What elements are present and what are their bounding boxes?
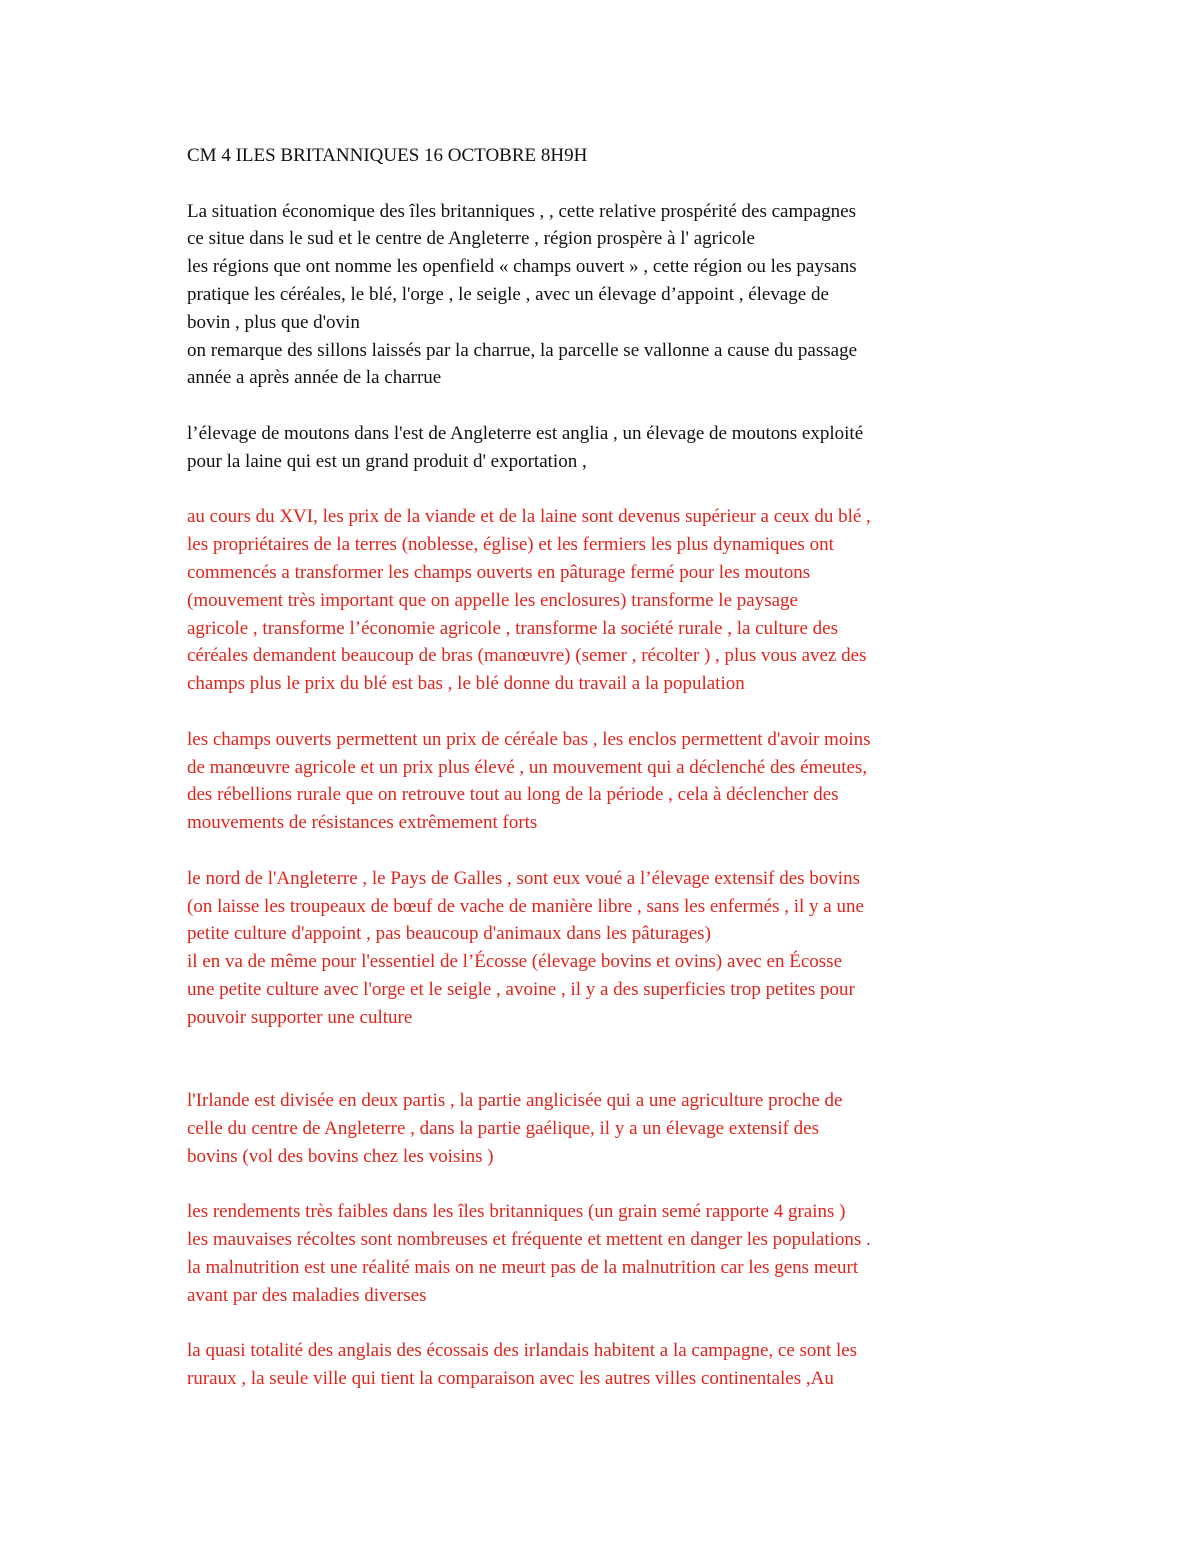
- blank-line: [187, 1059, 1047, 1087]
- text-line: les rendements très faibles dans les îles britanniques (un grain semé rapporte 4 grains ): [187, 1201, 846, 1223]
- text-line: bovin , plus que d'ovin: [187, 311, 360, 333]
- text-line: la malnutrition est une réalité mais on ne meurt pas de la malnutrition car les gens meurt: [187, 1256, 859, 1278]
- text-line: bovins (vol des bovins chez les voisins ): [187, 1145, 494, 1167]
- blank-line: [187, 170, 1047, 198]
- page-title: CM 4 ILES BRITANNIQUES 16 OCTOBRE 8H9H: [187, 145, 588, 166]
- text-line: céréales demandent beaucoup de bras (manœuvre) (semer , récolter ) , plus vous avez des: [187, 645, 867, 667]
- text-line: on remarque des sillons laissés par la charrue, la parcelle se vallonne a cause du passage: [187, 339, 858, 361]
- paragraph: [187, 420, 1047, 476]
- blank-line: [187, 1309, 1047, 1337]
- text-line: ce situe dans le sud et le centre de Angleterre , région prospère à l' agricole: [187, 228, 755, 250]
- text-line: de manœuvre agricole et un prix plus élevé , un mouvement qui a déclenché des émeutes,: [187, 756, 868, 778]
- paragraph: [187, 1337, 1047, 1393]
- text-line: l’élevage de moutons dans l'est de Angleterre est anglia , un élevage de moutons exploité: [187, 422, 864, 444]
- text-line: les propriétaires de la terres (noblesse, église) et les fermiers les plus dynamiques ont: [187, 534, 834, 556]
- blank-line: [187, 1032, 1047, 1060]
- paragraph: [187, 503, 1047, 698]
- text-line: les champs ouverts permettent un prix de céréale bas , les enclos permettent d'avoir moins: [187, 728, 871, 750]
- text-line: La situation économique des îles britanniques , , cette relative prospérité des campagnes: [187, 200, 856, 222]
- blank-line: [187, 392, 1047, 420]
- paragraph-list: [187, 198, 1047, 1393]
- paragraph: [187, 1198, 1047, 1309]
- text-line: pouvoir supporter une culture: [187, 1006, 413, 1028]
- text-line: mouvements de résistances extrêmement forts: [187, 812, 538, 834]
- text-line: année a après année de la charrue: [187, 367, 442, 389]
- text-line: au cours du XVI, les prix de la viande et de la laine sont devenus supérieur a ceux du blé ,: [187, 506, 871, 528]
- text-line: pour la laine qui est un grand produit d' exportation ,: [187, 450, 587, 472]
- text-line: agricole , transforme l’économie agricole , transforme la société rurale , la culture des: [187, 617, 838, 639]
- blank-line: [187, 837, 1047, 865]
- text-line: (on laisse les troupeaux de bœuf de vache de manière libre , sans les enfermés , il y a une: [187, 895, 864, 917]
- text-line: les mauvaises récoltes sont nombreuses et fréquente et mettent en danger les populations .: [187, 1229, 871, 1251]
- document-body: [187, 142, 1047, 1393]
- text-line: ruraux , la seule ville qui tient la comparaison avec les autres villes continentales ,Au: [187, 1368, 834, 1390]
- text-line: avant par des maladies diverses: [187, 1284, 427, 1306]
- text-line: (mouvement très important que on appelle les enclosures) transforme le paysage: [187, 589, 798, 611]
- paragraph: [187, 198, 1047, 393]
- text-line: petite culture d'appoint , pas beaucoup d'animaux dans les pâturages): [187, 923, 711, 945]
- paragraph: [187, 1087, 1047, 1170]
- blank-line: [187, 1170, 1047, 1198]
- text-line: le nord de l'Angleterre , le Pays de Galles , sont eux voué a l’élevage extensif des bovins: [187, 867, 860, 889]
- text-line: il en va de même pour l'essentiel de l’Écosse (élevage bovins et ovins) avec en Écosse: [187, 951, 842, 973]
- text-line: les régions que ont nomme les openfield « champs ouvert » , cette région ou les paysans: [187, 256, 857, 278]
- paragraph: [187, 865, 1047, 1032]
- text-line: commencés a transformer les champs ouverts en pâturage fermé pour les moutons: [187, 561, 811, 583]
- blank-line: [187, 476, 1047, 504]
- paragraph: [187, 726, 1047, 837]
- text-line: pratique les céréales, le blé, l'orge , le seigle , avec un élevage d’appoint , élevage de: [187, 283, 829, 305]
- text-line: la quasi totalité des anglais des écossais des irlandais habitent a la campagne, ce sont les: [187, 1340, 858, 1362]
- blank-line: [187, 698, 1047, 726]
- text-line: celle du centre de Angleterre , dans la partie gaélique, il y a un élevage extensif des: [187, 1117, 820, 1139]
- text-line: champs plus le prix du blé est bas , le blé donne du travail a la population: [187, 673, 745, 695]
- text-line: l'Irlande est divisée en deux partis , la partie anglicisée qui a une agriculture proche de: [187, 1090, 843, 1112]
- text-line: des rébellions rurale que on retrouve tout au long de la période , cela à déclencher des: [187, 784, 839, 806]
- text-line: une petite culture avec l'orge et le seigle , avoine , il y a des superficies trop petites pour: [187, 978, 855, 1000]
